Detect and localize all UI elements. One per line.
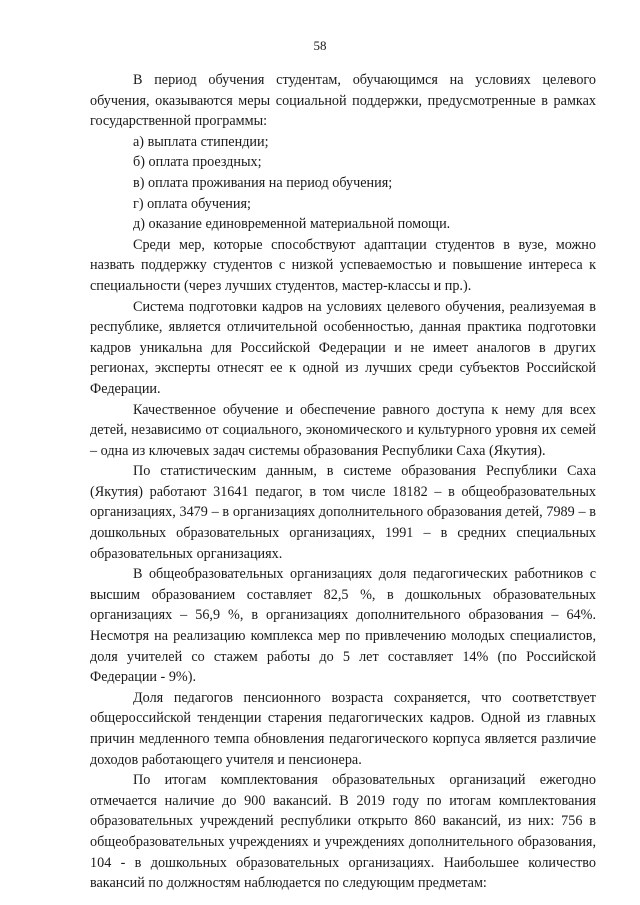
- document-body: [90, 70, 596, 894]
- page-number: 58: [313, 38, 327, 53]
- list-item-tuition: г) оплата обучения;: [133, 195, 251, 212]
- paragraph-support-measures-intro: В период обучения студентам, обучающимся на условиях целевого обучения, оказываются меры социальной поддержки, предусмотренные в рамках государственной программы:: [90, 72, 596, 130]
- paragraph-higher-education-share: В общеобразовательных организациях доля педагогических работников с высшим образованием составляет 82,5 %, в дошкольных образовательных организациях – 56,9 %, в организациях дополнительного образования – 64%. Несмотря на реализацию комплекса мер по привлечению молодых специалистов, доля учителей со стажем работы до 5 лет составляет 14% (по Российской Федерации - 9%).: [90, 566, 596, 686]
- paragraph-student-adaptation: Среди мер, которые способствуют адаптации студентов в вузе, можно назвать поддержку студентов с низкой успеваемостью и повышение интереса к специальности (через лучших студентов, мастер-классы и пр.).: [90, 236, 596, 294]
- paragraph-targeted-training-system: Система подготовки кадров на условиях целевого обучения, реализуемая в республике, является отличительной особенностью, данная практика подготовки кадров уникальна для Российской Федерации и не имеет аналогов в других регионах, эксперты отнесят ее к одной из лучших среди субъектов Российской Федерации.: [90, 298, 596, 397]
- paragraph-quality-education: Качественное обучение и обеспечение равного доступа к нему для всех детей, независимо от социального, экономического и культурного уровня их семей – одна из ключевых задач системы образования Республики Саха (Якутия).: [90, 401, 596, 459]
- list-item-housing: в) оплата проживания на период обучения;: [133, 174, 393, 191]
- paragraph-pension-age-teachers: Доля педагогов пенсионного возраста сохраняется, что соответствует общероссийской тенденции старения педагогических кадров. Одной из главных причин медленного темпа обновления педагогического корпуса является различие доходов работающего учителя и пенсионера.: [90, 689, 596, 768]
- list-item-scholarship: а) выплата стипендии;: [133, 133, 269, 150]
- paragraph-teacher-statistics: По статистическим данным, в системе образования Республики Саха (Якутия) работают 31641 педагог, в том числе 18182 – в общеобразовательных организациях, 3479 – в организациях дополнительного образования детей, 7989 – в дошкольных образовательных организациях, 1991 – в средних специальных образовательных организациях.: [90, 463, 596, 562]
- list-item-one-time-aid: д) оказание единовременной материальной помощи.: [133, 216, 451, 233]
- paragraph-vacancies: По итогам комплектования образовательных организаций ежегодно отмечается наличие до 900 вакансий. В 2019 году по итогам комплектования образовательных учреждений республики открыто 860 вакансий, из них: 756 в общеобразовательных учреждениях и учреждениях дополнительного образования, 104 - в дошкольных образовательных организациях. Наибольшее количество вакансий по должностям наблюдается по следующим предметам:: [90, 772, 596, 892]
- list-item-travel: б) оплата проездных;: [133, 154, 262, 171]
